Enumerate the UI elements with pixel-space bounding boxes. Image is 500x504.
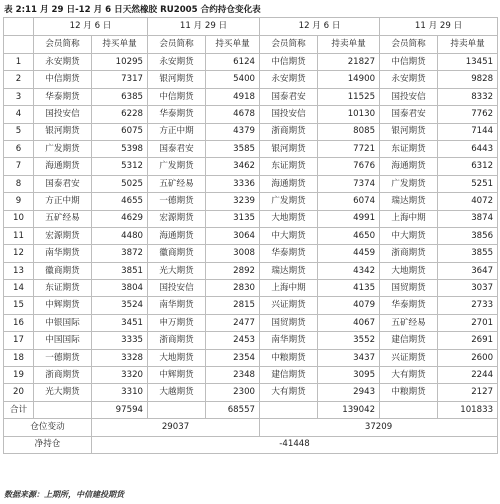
table-row [4,106,498,123]
table-row [4,280,498,297]
sell-qty-1: 2943 [318,384,380,401]
table-row [4,71,498,88]
member-sell-2: 华泰期货 [380,297,438,314]
member-sell-2: 广发期货 [380,175,438,192]
col-header-member: 会员简称 [34,36,92,54]
buy-qty-2: 2830 [206,280,260,297]
sell-qty-1: 4459 [318,245,380,262]
total-sell-2: 101833 [438,401,498,418]
member-buy-1: 中辉期货 [34,297,92,314]
row-index: 5 [4,123,34,140]
sell-qty-1: 14900 [318,71,380,88]
date-header-row [4,18,498,36]
member-sell-2: 中信期货 [380,54,438,71]
buy-qty-2: 3336 [206,175,260,192]
buy-qty-2: 2477 [206,314,260,331]
member-buy-2: 南华期货 [148,297,206,314]
change-row [4,419,498,436]
buy-qty-1: 5025 [92,175,148,192]
sell-qty-2: 9828 [438,71,498,88]
sell-qty-1: 4342 [318,262,380,279]
buy-qty-2: 2815 [206,297,260,314]
table-row [4,140,498,157]
member-sell-1: 中粮期货 [260,349,318,366]
member-sell-1: 瑞达期货 [260,262,318,279]
sell-qty-2: 2244 [438,367,498,384]
buy-qty-1: 4480 [92,227,148,244]
member-sell-2: 国贸期货 [380,280,438,297]
sell-qty-1: 4650 [318,227,380,244]
buy-qty-2: 2892 [206,262,260,279]
buy-qty-2: 6124 [206,54,260,71]
table-row [4,245,498,262]
row-index: 19 [4,367,34,384]
member-sell-2: 海通期货 [380,158,438,175]
member-sell-1: 浙商期货 [260,123,318,140]
empty-cell [148,401,206,418]
sell-qty-2: 2691 [438,332,498,349]
buy-qty-1: 10295 [92,54,148,71]
member-buy-2: 五矿经易 [148,175,206,192]
member-buy-2: 方正中期 [148,123,206,140]
member-sell-1: 大地期货 [260,210,318,227]
row-index: 7 [4,158,34,175]
sell-qty-2: 3647 [438,262,498,279]
date-header-buy-1: 12 月 6 日 [34,18,148,36]
row-index: 20 [4,384,34,401]
col-header-member: 会员简称 [260,36,318,54]
table-row [4,262,498,279]
row-index: 17 [4,332,34,349]
table-row [4,384,498,401]
totals-label: 合计 [4,401,34,418]
sell-qty-2: 2733 [438,297,498,314]
member-buy-1: 银河期货 [34,123,92,140]
column-header-row [4,36,498,54]
table-row [4,158,498,175]
member-buy-1: 国投安信 [34,106,92,123]
member-sell-2: 东证期货 [380,140,438,157]
table-row [4,297,498,314]
date-header-sell-1: 12 月 6 日 [260,18,380,36]
member-sell-2: 五矿经易 [380,314,438,331]
buy-qty-2: 4918 [206,88,260,105]
table-row [4,314,498,331]
member-buy-2: 浙商期货 [148,332,206,349]
row-index: 6 [4,140,34,157]
sell-qty-1: 8085 [318,123,380,140]
table-row [4,332,498,349]
buy-qty-2: 3064 [206,227,260,244]
col-header-sell: 持卖单量 [318,36,380,54]
member-sell-1: 国贸期货 [260,314,318,331]
member-sell-1: 华泰期货 [260,245,318,262]
col-header-buy: 持买单量 [92,36,148,54]
col-header-buy: 持买单量 [206,36,260,54]
change-label: 仓位变动 [4,419,92,436]
buy-qty-1: 3335 [92,332,148,349]
sell-qty-1: 3552 [318,332,380,349]
member-buy-1: 广发期货 [34,140,92,157]
buy-qty-1: 3328 [92,349,148,366]
table-row [4,193,498,210]
member-sell-2: 大地期货 [380,262,438,279]
member-sell-1: 国泰君安 [260,88,318,105]
member-sell-2: 浙商期货 [380,245,438,262]
row-index: 18 [4,349,34,366]
member-buy-2: 银河期货 [148,71,206,88]
member-sell-1: 大有期货 [260,384,318,401]
member-buy-1: 浙商期货 [34,367,92,384]
net-value: -41448 [92,436,498,453]
buy-qty-2: 3462 [206,158,260,175]
sell-qty-2: 3856 [438,227,498,244]
buy-qty-2: 2354 [206,349,260,366]
member-sell-2: 永安期货 [380,71,438,88]
member-sell-2: 兴证期货 [380,349,438,366]
table-row [4,175,498,192]
member-buy-1: 中银国际 [34,314,92,331]
row-index: 3 [4,88,34,105]
sell-qty-1: 4135 [318,280,380,297]
member-buy-2: 广发期货 [148,158,206,175]
member-sell-2: 国泰君安 [380,106,438,123]
row-index: 4 [4,106,34,123]
sell-qty-1: 7374 [318,175,380,192]
member-sell-1: 中信期货 [260,54,318,71]
total-buy-1: 97594 [92,401,148,418]
sell-qty-1: 10130 [318,106,380,123]
row-index: 10 [4,210,34,227]
buy-qty-1: 3320 [92,367,148,384]
sell-qty-2: 7144 [438,123,498,140]
totals-row [4,401,498,418]
member-buy-2: 中信期货 [148,88,206,105]
table-row [4,367,498,384]
member-buy-2: 光大期货 [148,262,206,279]
member-buy-1: 一德期货 [34,349,92,366]
buy-qty-1: 3451 [92,314,148,331]
member-buy-1: 中信期货 [34,71,92,88]
member-sell-2: 大有期货 [380,367,438,384]
member-buy-2: 中辉期货 [148,367,206,384]
sell-qty-2: 2600 [438,349,498,366]
table-row [4,349,498,366]
position-change-table [3,17,498,454]
member-buy-2: 一德期货 [148,193,206,210]
row-index: 9 [4,193,34,210]
sell-qty-1: 6074 [318,193,380,210]
buy-qty-1: 3310 [92,384,148,401]
member-sell-2: 上海中期 [380,210,438,227]
member-sell-1: 中大期货 [260,227,318,244]
member-buy-2: 国泰君安 [148,140,206,157]
buy-qty-2: 3008 [206,245,260,262]
member-buy-2: 申万期货 [148,314,206,331]
buy-qty-2: 2453 [206,332,260,349]
buy-qty-1: 3524 [92,297,148,314]
member-buy-1: 国泰君安 [34,175,92,192]
sell-qty-1: 11525 [318,88,380,105]
table-row [4,88,498,105]
member-sell-1: 上海中期 [260,280,318,297]
member-sell-1: 永安期货 [260,71,318,88]
sell-qty-1: 21827 [318,54,380,71]
member-sell-1: 东证期货 [260,158,318,175]
row-index: 16 [4,314,34,331]
buy-qty-1: 5312 [92,158,148,175]
table-row [4,123,498,140]
sell-qty-2: 3855 [438,245,498,262]
buy-qty-1: 6228 [92,106,148,123]
member-sell-1: 广发期货 [260,193,318,210]
corner-cell [4,36,34,54]
member-buy-2: 海通期货 [148,227,206,244]
net-row [4,436,498,453]
row-index: 13 [4,262,34,279]
sell-qty-1: 7676 [318,158,380,175]
net-label: 净持仓 [4,436,92,453]
buy-qty-1: 5398 [92,140,148,157]
member-sell-1: 兴证期货 [260,297,318,314]
empty-cell [380,401,438,418]
sell-qty-1: 4991 [318,210,380,227]
buy-qty-1: 6385 [92,88,148,105]
sell-qty-2: 4072 [438,193,498,210]
member-buy-1: 五矿经易 [34,210,92,227]
buy-qty-1: 3804 [92,280,148,297]
row-index: 12 [4,245,34,262]
member-sell-1: 南华期货 [260,332,318,349]
buy-qty-2: 2348 [206,367,260,384]
member-buy-2: 徽商期货 [148,245,206,262]
member-sell-1: 银河期货 [260,140,318,157]
member-sell-2: 瑞达期货 [380,193,438,210]
buy-qty-2: 3135 [206,210,260,227]
row-index: 1 [4,54,34,71]
member-buy-1: 光大期货 [34,384,92,401]
member-buy-2: 永安期货 [148,54,206,71]
row-index: 15 [4,297,34,314]
member-buy-1: 宏源期货 [34,227,92,244]
member-buy-1: 华泰期货 [34,88,92,105]
member-sell-2: 银河期货 [380,123,438,140]
member-buy-2: 宏源期货 [148,210,206,227]
total-buy-2: 68557 [206,401,260,418]
row-index: 8 [4,175,34,192]
col-header-sell: 持卖单量 [438,36,498,54]
member-sell-2: 中大期货 [380,227,438,244]
member-buy-1: 方正中期 [34,193,92,210]
corner-cell [4,18,34,36]
buy-qty-1: 7317 [92,71,148,88]
row-index: 14 [4,280,34,297]
member-sell-1: 国投安信 [260,106,318,123]
member-buy-2: 华泰期货 [148,106,206,123]
member-buy-1: 海通期货 [34,158,92,175]
sell-qty-1: 7721 [318,140,380,157]
member-buy-1: 南华期货 [34,245,92,262]
member-buy-1: 中国国际 [34,332,92,349]
empty-cell [260,401,318,418]
sell-qty-1: 3437 [318,349,380,366]
buy-qty-1: 4629 [92,210,148,227]
sell-qty-2: 3874 [438,210,498,227]
table-row [4,210,498,227]
row-index: 11 [4,227,34,244]
sell-qty-2: 2127 [438,384,498,401]
member-sell-2: 建信期货 [380,332,438,349]
member-buy-2: 国投安信 [148,280,206,297]
table-body [4,18,498,454]
sell-qty-2: 3037 [438,280,498,297]
sell-qty-1: 3095 [318,367,380,384]
buy-qty-2: 2300 [206,384,260,401]
member-sell-2: 国投安信 [380,88,438,105]
buy-change-value: 29037 [92,419,260,436]
member-sell-2: 中粮期货 [380,384,438,401]
table-row [4,54,498,71]
sell-qty-1: 4079 [318,297,380,314]
col-header-member: 会员简称 [380,36,438,54]
buy-qty-1: 6075 [92,123,148,140]
sell-change-value: 37209 [260,419,498,436]
row-index: 2 [4,71,34,88]
date-header-buy-2: 11 月 29 日 [148,18,260,36]
sell-qty-2: 7762 [438,106,498,123]
member-buy-2: 大地期货 [148,349,206,366]
sell-qty-2: 13451 [438,54,498,71]
member-sell-1: 建信期货 [260,367,318,384]
sell-qty-2: 6443 [438,140,498,157]
member-buy-1: 徽商期货 [34,262,92,279]
sell-qty-2: 6312 [438,158,498,175]
total-sell-1: 139042 [318,401,380,418]
table-title: 表 2:11 月 29 日-12 月 6 日天然橡胶 RU2005 合约持仓变化表 [4,5,261,15]
source-note: 数据来源：上期所，中信建投期货 [4,490,124,499]
date-header-sell-2: 11 月 29 日 [380,18,498,36]
sell-qty-2: 5251 [438,175,498,192]
sell-qty-2: 8332 [438,88,498,105]
sell-qty-2: 2701 [438,314,498,331]
buy-qty-2: 3239 [206,193,260,210]
col-header-member: 会员简称 [148,36,206,54]
buy-qty-2: 4379 [206,123,260,140]
buy-qty-1: 3872 [92,245,148,262]
buy-qty-2: 3585 [206,140,260,157]
member-buy-2: 大越期货 [148,384,206,401]
member-buy-1: 永安期货 [34,54,92,71]
buy-qty-1: 4655 [92,193,148,210]
sell-qty-1: 4067 [318,314,380,331]
buy-qty-2: 4678 [206,106,260,123]
buy-qty-1: 3851 [92,262,148,279]
member-sell-1: 海通期货 [260,175,318,192]
table-row [4,227,498,244]
member-buy-1: 东证期货 [34,280,92,297]
buy-qty-2: 5400 [206,71,260,88]
empty-cell [34,401,92,418]
